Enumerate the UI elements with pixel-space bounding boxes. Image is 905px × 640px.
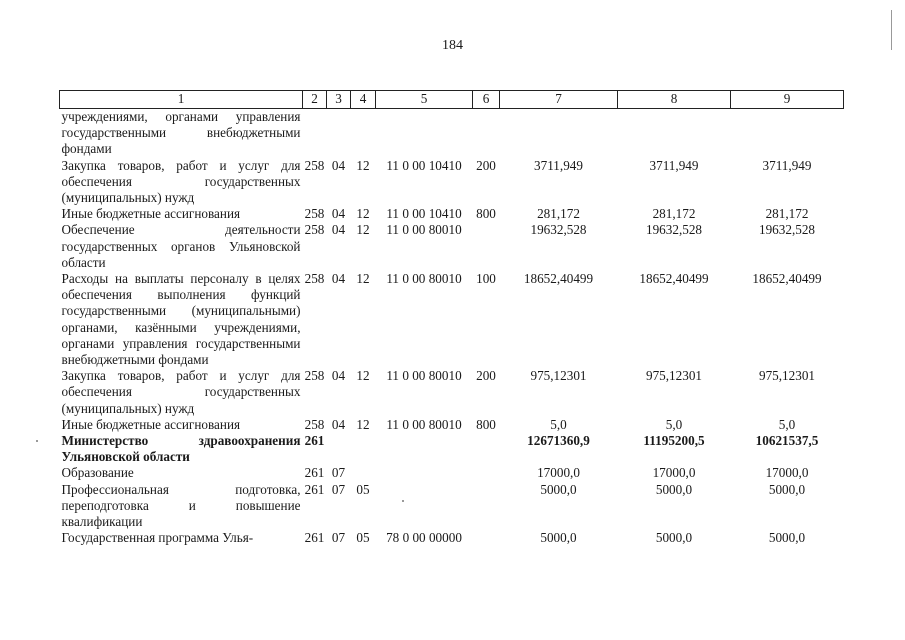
table-row: [60, 206, 844, 222]
table-row: [60, 271, 844, 368]
page-number: 184: [442, 38, 463, 53]
row-name: Закупка товаров, работ и услуг для обеспечения государственных (муниципальных) нужд: [61, 157, 301, 206]
cell: 05: [356, 481, 370, 497]
cell: [351, 433, 376, 465]
scan-speck: [402, 500, 404, 502]
cell: 200: [476, 157, 496, 173]
cell: 100: [476, 271, 496, 287]
cell: [473, 465, 500, 481]
row-name: Иные бюджетные ассигнования: [61, 416, 241, 432]
cell: 258: [304, 222, 325, 238]
scan-speck: [36, 440, 38, 442]
cell: 12: [356, 206, 370, 222]
column-header: 9: [731, 91, 844, 109]
cell: 5000,0: [655, 481, 693, 497]
cell: 5000,0: [768, 530, 806, 546]
cell: 19632,528: [758, 222, 816, 238]
cell: [376, 465, 473, 481]
header-row: [60, 91, 844, 109]
cell: 5,0: [778, 416, 796, 432]
cell: 3711,949: [649, 157, 699, 173]
table-row: [60, 109, 844, 158]
table-row: [60, 530, 844, 546]
cell: 975,12301: [645, 368, 703, 384]
cell: [327, 109, 351, 158]
cell: 18652,40499: [523, 271, 594, 287]
cell: 10621537,5: [755, 433, 819, 449]
table-row: [60, 222, 844, 271]
cell: 07: [331, 481, 346, 497]
cell: 11 0 00 80010: [386, 416, 462, 432]
cell: 3711,949: [534, 157, 583, 173]
cell: [327, 433, 351, 465]
cell: 261: [304, 433, 325, 449]
edge-mark: [891, 10, 892, 50]
cell: 975,12301: [758, 368, 816, 384]
cell: 5,0: [665, 416, 683, 432]
cell: 800: [476, 206, 496, 222]
cell: [731, 109, 844, 158]
cell: 12671360,9: [527, 433, 590, 449]
cell: 11 0 00 80010: [386, 368, 462, 384]
cell: 17000,0: [537, 465, 580, 481]
column-header: 4: [351, 91, 376, 109]
row-name: учреждениями, органами управления государственными внебюджетными фондами: [61, 109, 301, 157]
table-row: [60, 482, 844, 531]
budget-table: [59, 90, 844, 546]
cell: 04: [331, 222, 346, 238]
cell: 281,172: [652, 206, 696, 222]
cell: 12: [356, 222, 370, 238]
cell: [376, 482, 473, 531]
cell: 5,0: [550, 416, 567, 432]
cell: 11 0 00 10410: [386, 206, 462, 222]
column-header: 1: [60, 91, 303, 109]
table-row: [60, 158, 844, 207]
cell: [376, 109, 473, 158]
row-name: Министерство здравоохранения Ульяновской области: [61, 433, 301, 465]
cell: [351, 109, 376, 158]
cell: 975,12301: [530, 368, 587, 384]
cell: 19632,528: [530, 222, 587, 238]
cell: 800: [476, 416, 496, 432]
row-name: Профессиональная подготовка, переподготовка и повышение квалификации: [61, 481, 301, 530]
cell: 258: [304, 271, 325, 287]
cell: 19632,528: [645, 222, 703, 238]
cell: 07: [331, 465, 346, 481]
cell: 04: [331, 416, 346, 432]
column-header: 8: [618, 91, 731, 109]
row-name: Иные бюджетные ассигнования: [61, 206, 241, 222]
cell: [376, 433, 473, 465]
cell: 18652,40499: [752, 271, 822, 287]
cell: 11 0 00 80010: [386, 222, 462, 238]
cell: 261: [304, 481, 325, 497]
cell: 18652,40499: [639, 271, 709, 287]
cell: [473, 433, 500, 465]
cell: 3711,949: [762, 157, 812, 173]
row-name: Обеспечение деятельности государственных органов Ульяновской области: [61, 222, 301, 270]
cell: 200: [476, 368, 496, 384]
cell: 07: [331, 530, 346, 546]
cell: [473, 530, 500, 546]
table-row: [60, 433, 844, 465]
cell: [351, 465, 376, 481]
cell: [500, 109, 618, 158]
cell: 12: [356, 368, 370, 384]
cell: [473, 222, 500, 271]
row-name: Расходы на выплаты персоналу в целях обеспечения выполнения функций государственными (муниципальными) органами, казёнными учреждениями, органами управления государственными внебюджетными фондами: [61, 271, 301, 368]
cell: [618, 109, 731, 158]
cell: 261: [304, 465, 325, 481]
column-header: 2: [303, 91, 327, 109]
cell: [473, 109, 500, 158]
cell: 05: [356, 530, 370, 546]
cell: 258: [304, 368, 325, 384]
row-name: Государственная программа Улья-: [61, 530, 254, 546]
cell: [303, 109, 327, 158]
cell: [473, 482, 500, 531]
cell: 281,172: [765, 206, 809, 222]
cell: 5000,0: [540, 530, 577, 546]
table-row: [60, 368, 844, 417]
cell: 12: [356, 271, 370, 287]
cell: 78 0 00 00000: [386, 530, 462, 546]
row-name: Закупка товаров, работ и услуг для обеспечения государственных (муниципальных) нужд: [61, 368, 301, 416]
cell: 12: [356, 416, 370, 432]
cell: 04: [331, 157, 346, 173]
cell: 5000,0: [768, 481, 806, 497]
cell: 11 0 00 10410: [386, 157, 462, 173]
cell: 04: [331, 271, 346, 287]
table-row: [60, 465, 844, 481]
column-header: 7: [500, 91, 618, 109]
cell: 258: [304, 206, 325, 222]
column-header: 5: [376, 91, 473, 109]
cell: 261: [304, 530, 325, 546]
cell: 17000,0: [652, 465, 696, 481]
table-body: [60, 109, 844, 547]
cell: 281,172: [537, 206, 580, 222]
cell: 04: [331, 368, 346, 384]
cell: 04: [331, 206, 346, 222]
cell: 258: [304, 157, 325, 173]
cell: 11 0 00 80010: [386, 271, 462, 287]
table-row: [60, 417, 844, 433]
row-name: Образование: [61, 465, 134, 481]
cell: 5000,0: [655, 530, 693, 546]
cell: 5000,0: [540, 481, 577, 497]
cell: 12: [356, 157, 370, 173]
cell: 11195200,5: [643, 433, 705, 449]
column-header: 3: [327, 91, 351, 109]
column-header: 6: [473, 91, 500, 109]
cell: 17000,0: [765, 465, 809, 481]
cell: 258: [304, 416, 325, 432]
